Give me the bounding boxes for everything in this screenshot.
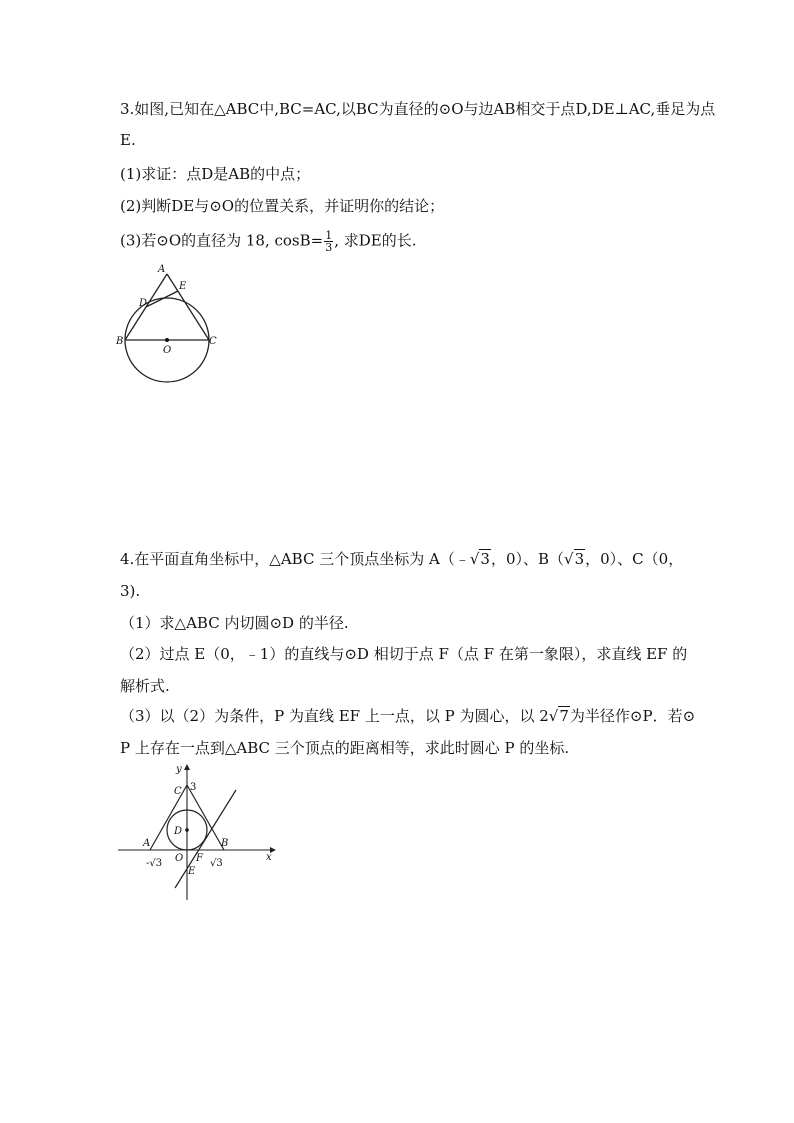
p4-label-d: D bbox=[174, 826, 183, 837]
p4-part3-prefix: （3）以（2）为条件，P 为直线 EF 上一点，以 P 为圆心，以 2 bbox=[120, 707, 549, 725]
p4-sqrt-c: √7 bbox=[548, 707, 569, 725]
p4-sqrt-b: √3 bbox=[564, 550, 585, 568]
p4-statement-line1 bbox=[120, 549, 683, 569]
p4-center-d-dot bbox=[185, 828, 189, 832]
p3-center-dot bbox=[165, 338, 169, 342]
p3-part3-prefix: (3)若⊙O的直径为 18, cosB= bbox=[120, 231, 324, 250]
p3-fraction-numerator: 1 bbox=[325, 229, 333, 242]
p3-label-o: O bbox=[163, 345, 172, 356]
p3-label-d: D bbox=[139, 298, 148, 309]
p3-segment-ac bbox=[167, 274, 209, 340]
p3-label-e: E bbox=[179, 281, 187, 292]
p3-part1: (1)求证：点D是AB的中点； bbox=[120, 165, 311, 183]
p3-label-a: A bbox=[158, 264, 166, 275]
p4-figure bbox=[110, 760, 280, 905]
p4-label-y: y bbox=[176, 764, 182, 775]
p4-part1: （1）求△ABC 内切圆⊙D 的半径. bbox=[120, 614, 349, 632]
p4-line1-mid: ，0）、B（ bbox=[490, 550, 565, 568]
p4-part2-cont: 解析式. bbox=[120, 677, 170, 695]
p4-statement-line2: 3). bbox=[120, 582, 141, 600]
p4-label-a: A bbox=[143, 838, 151, 849]
p4-label-x: x bbox=[266, 852, 272, 863]
p4-part3-cont: P 上存在一点到△ABC 三个顶点的距离相等，求此时圆心 P 的坐标. bbox=[120, 739, 570, 757]
p4-part3-suffix: 为半径作⊙P．若⊙ bbox=[569, 707, 696, 725]
p3-statement-line2: E. bbox=[120, 131, 136, 149]
p4-label-sqrt3: √3 bbox=[210, 858, 223, 869]
p4-part2: （2）过点 E（0，﹣1）的直线与⊙D 相切于点 F（点 F 在第一象限），求直线 EF 的 bbox=[120, 645, 688, 663]
p4-line1-prefix: 4.在平面直角坐标中，△ABC 三个顶点坐标为 A（﹣ bbox=[120, 550, 470, 568]
p4-label-o: O bbox=[175, 853, 184, 864]
p4-label-three: 3 bbox=[190, 782, 197, 793]
p4-line1-suffix: ，0）、C（0， bbox=[585, 550, 684, 568]
p3-fraction-denominator: 3 bbox=[325, 241, 333, 254]
p3-figure bbox=[110, 262, 225, 387]
p3-part3 bbox=[120, 230, 417, 253]
p3-part3-suffix: , 求DE的长. bbox=[334, 231, 417, 250]
p4-label-c: C bbox=[174, 786, 182, 797]
p3-statement-line1: 3.如图,已知在△ABC中,BC=AC,以BC为直径的⊙O与边AB相交于点D,DE⊥AC,垂足为点 bbox=[120, 100, 716, 118]
p4-y-axis-arrow bbox=[184, 764, 190, 770]
p4-sqrt-a: √3 bbox=[469, 550, 490, 568]
p3-fraction bbox=[324, 230, 333, 253]
p4-label-e: E bbox=[188, 866, 196, 877]
p3-part2: (2)判断DE与⊙O的位置关系，并证明你的结论； bbox=[120, 197, 445, 215]
p3-label-b: B bbox=[116, 336, 124, 347]
p4-part3 bbox=[120, 706, 695, 726]
p4-label-neg-sqrt3: -√3 bbox=[146, 858, 163, 869]
p4-label-b: B bbox=[221, 838, 229, 849]
p3-label-c: C bbox=[209, 336, 217, 347]
p4-label-f: F bbox=[196, 853, 203, 864]
